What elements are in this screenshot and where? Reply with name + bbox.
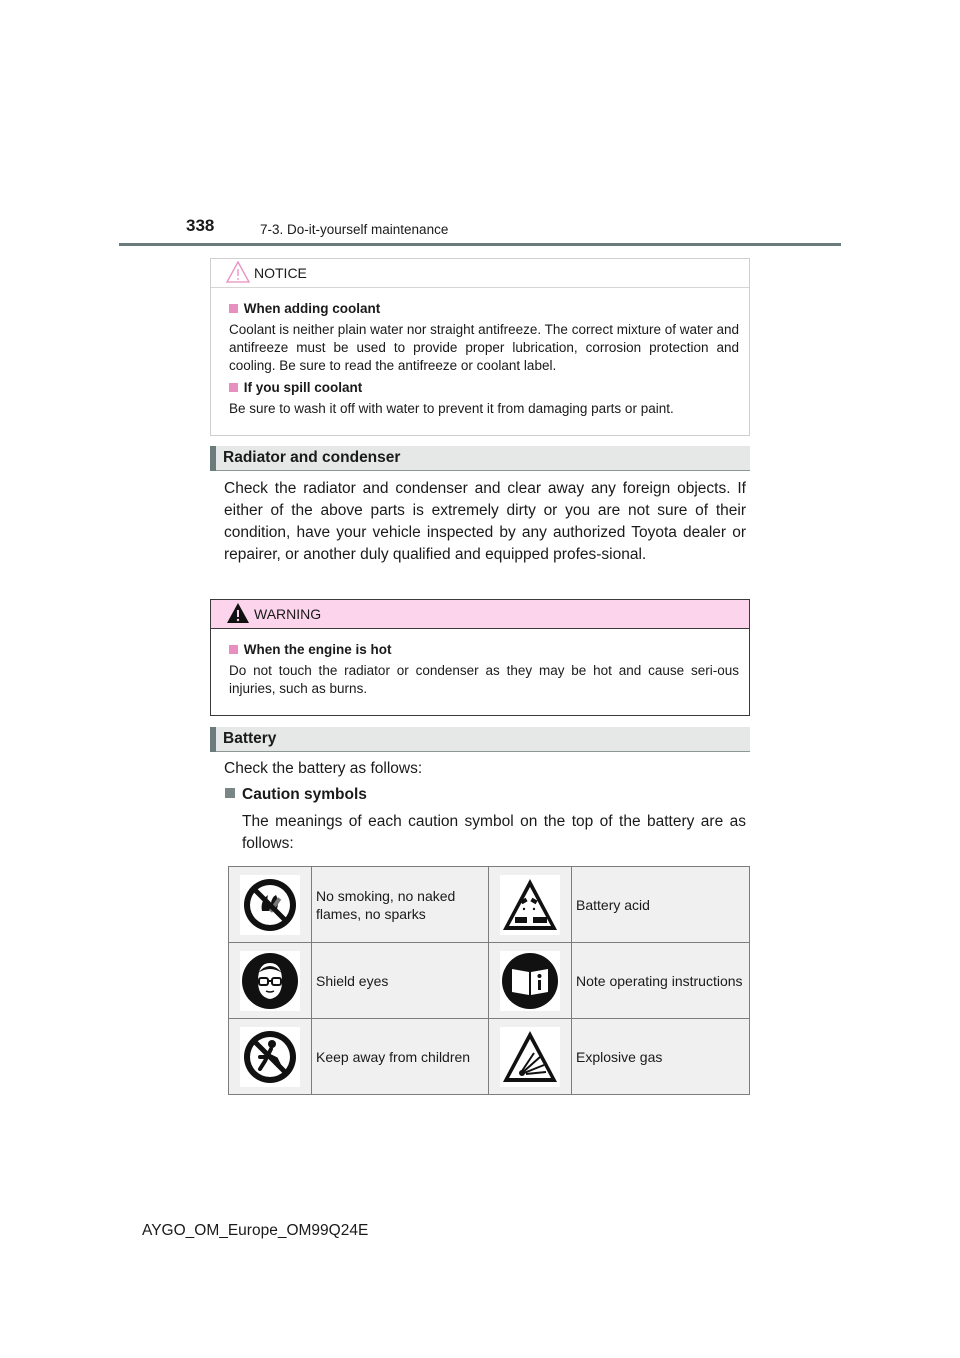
pink-square-icon (229, 645, 238, 654)
battery-section-heading: Battery (210, 727, 750, 752)
symbol-label: Keep away from children (312, 1019, 489, 1095)
notice-item-text: Coolant is neither plain water nor straight antifreeze. The correct mixture of water and antifreeze must be used to provide proper lubrication, corrosion protection and cooling. Be sure to read the antifreeze or coolant label. (229, 322, 740, 373)
table-row (229, 1019, 750, 1095)
operating-instructions-icon (500, 951, 560, 1011)
pink-square-icon (229, 383, 238, 392)
section-bar (210, 727, 216, 752)
caution-symbols-table (228, 866, 750, 1095)
notice-item-heading: When adding coolant (229, 301, 380, 316)
warning-triangle-icon (225, 601, 251, 625)
radiator-section-heading: Radiator and condenser (210, 446, 750, 471)
notice-box (210, 258, 750, 436)
document-id-footer: AYGO_OM_Europe_OM99Q24E (142, 1222, 369, 1239)
notice-triangle-icon (225, 260, 251, 284)
table-row (229, 867, 750, 943)
notice-header (211, 259, 749, 288)
table-row (229, 943, 750, 1019)
section-bar (210, 446, 216, 471)
warning-box (210, 599, 750, 716)
shield-eyes-icon (240, 951, 300, 1011)
symbol-label: No smoking, no naked flames, no sparks (312, 867, 489, 943)
warning-item-heading: When the engine is hot (229, 642, 392, 657)
notice-item-text: Be sure to wash it off with water to prevent it from damaging parts or paint. (229, 401, 674, 416)
keep-away-children-icon (240, 1027, 300, 1087)
caution-symbols-heading: Caution symbols (225, 786, 367, 804)
symbol-label: Shield eyes (312, 943, 489, 1019)
no-smoking-icon (240, 875, 300, 935)
header-rule (119, 243, 841, 246)
caution-symbols-text: The meanings of each caution symbol on the top of the battery are as follows: (242, 813, 746, 852)
page-number: 338 (186, 216, 215, 235)
symbol-label: Battery acid (572, 867, 750, 943)
pink-square-icon (229, 304, 238, 313)
warning-item-text: Do not touch the radiator or condenser as they may be hot and cause seri-ous injuries, such as burns. (229, 663, 739, 696)
battery-intro: Check the battery as follows: (224, 760, 423, 777)
warning-header (211, 600, 749, 629)
warning-label: WARNING (254, 606, 322, 622)
gray-square-icon (225, 788, 235, 798)
notice-item-heading: If you spill coolant (229, 380, 362, 395)
section-title: 7-3. Do-it-yourself maintenance (260, 222, 449, 237)
radiator-paragraph: Check the radiator and condenser and clear away any foreign objects. If either of the above parts is extremely dirty or you are not sure of their condition, have your vehicle inspected by any authorized Toyota dealer or repairer, or another duly qualified and equipped profes-sional. (224, 480, 746, 563)
explosive-gas-icon (500, 1027, 560, 1087)
symbol-label: Note operating instructions (572, 943, 750, 1019)
battery-acid-icon (500, 875, 560, 935)
notice-label: NOTICE (254, 265, 307, 281)
symbol-label: Explosive gas (572, 1019, 750, 1095)
